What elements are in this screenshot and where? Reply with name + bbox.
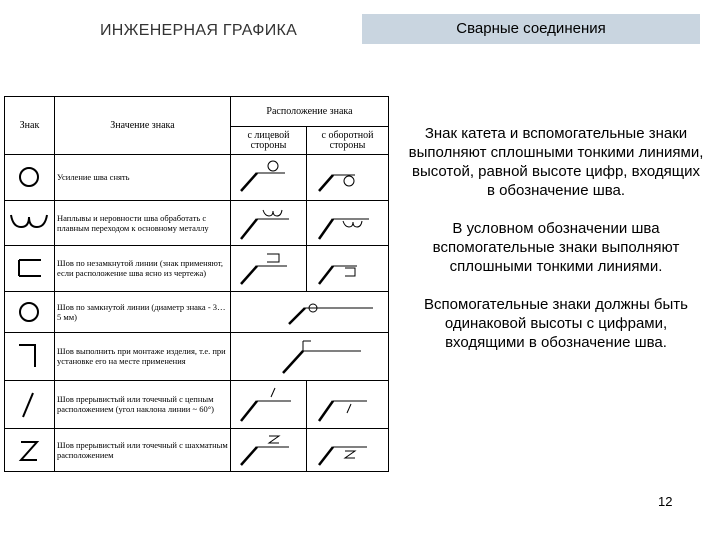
- page-number: 12: [658, 494, 673, 509]
- table-row: [5, 332, 389, 380]
- back-example-icon: [307, 246, 389, 292]
- row-meaning: Шов по замкнутой линии (диаметр знака - 3…5 мм): [55, 291, 231, 332]
- front-example-icon: [231, 291, 389, 332]
- front-example-icon: [231, 332, 389, 380]
- row-meaning: Шов по незамкнутой линии (знак применяют, если расположение шва ясно из чертежа): [55, 246, 231, 292]
- header-sign: Знак: [5, 97, 55, 155]
- back-example-icon: [307, 380, 389, 428]
- header-back: с оборотной стороны: [307, 127, 389, 155]
- table-row: [5, 155, 389, 201]
- table-row: [5, 428, 389, 471]
- paragraph-1: Знак катета и вспомогательные знаки выполняют сплошными тонкими линиями, высотой, равной высоте цифр, входящих в обозначение шва.: [408, 125, 704, 199]
- open-bracket-sign-icon: [5, 246, 55, 292]
- weld-signs-table: [4, 96, 388, 472]
- slash-sign-icon: [5, 380, 55, 428]
- flag-sign-icon: [5, 332, 55, 380]
- z-sign-icon: [5, 428, 55, 471]
- back-example-icon: [307, 200, 389, 246]
- circle-sign-icon: [5, 155, 55, 201]
- back-example-icon: [307, 155, 389, 201]
- table-row: [5, 291, 389, 332]
- paragraph-3: Вспомогательные знаки должны быть одинаковой высоты с цифрами, входящими в обозначение шва.: [424, 296, 688, 351]
- body-text: [408, 124, 704, 371]
- front-example-icon: [231, 155, 307, 201]
- table-row: [5, 200, 389, 246]
- table-row: [5, 380, 389, 428]
- row-meaning: Шов прерывистый или точечный с шахматным расположением: [55, 428, 231, 471]
- row-meaning: Наплывы и неровности шва обработать с плавным переходом к основному металлу: [55, 200, 231, 246]
- slide-title: Сварные соединения: [362, 14, 700, 44]
- wave-sign-icon: [5, 200, 55, 246]
- row-meaning: Шов выполнить при монтаже изделия, т.е. при установке его на месте применения: [55, 332, 231, 380]
- header-front: с лицевой стороны: [231, 127, 307, 155]
- front-example-icon: [231, 428, 307, 471]
- header-position: Расположение знака: [231, 97, 389, 127]
- header-meaning: Значение знака: [55, 97, 231, 155]
- row-meaning: Шов прерывистый или точечный с цепным расположением (угол наклона линии ~ 60°): [55, 380, 231, 428]
- row-meaning: Усиление шва снять: [55, 155, 231, 201]
- back-example-icon: [307, 428, 389, 471]
- table-row: [5, 246, 389, 292]
- front-example-icon: [231, 246, 307, 292]
- paragraph-2: В условном обозначении шва вспомогательные знаки выполняют сплошными тонкими линиями.: [432, 220, 680, 275]
- front-example-icon: [231, 380, 307, 428]
- closed-circle-sign-icon: [5, 291, 55, 332]
- front-example-icon: [231, 200, 307, 246]
- presentation-title: ИНЖЕНЕРНАЯ ГРАФИКА: [100, 22, 298, 39]
